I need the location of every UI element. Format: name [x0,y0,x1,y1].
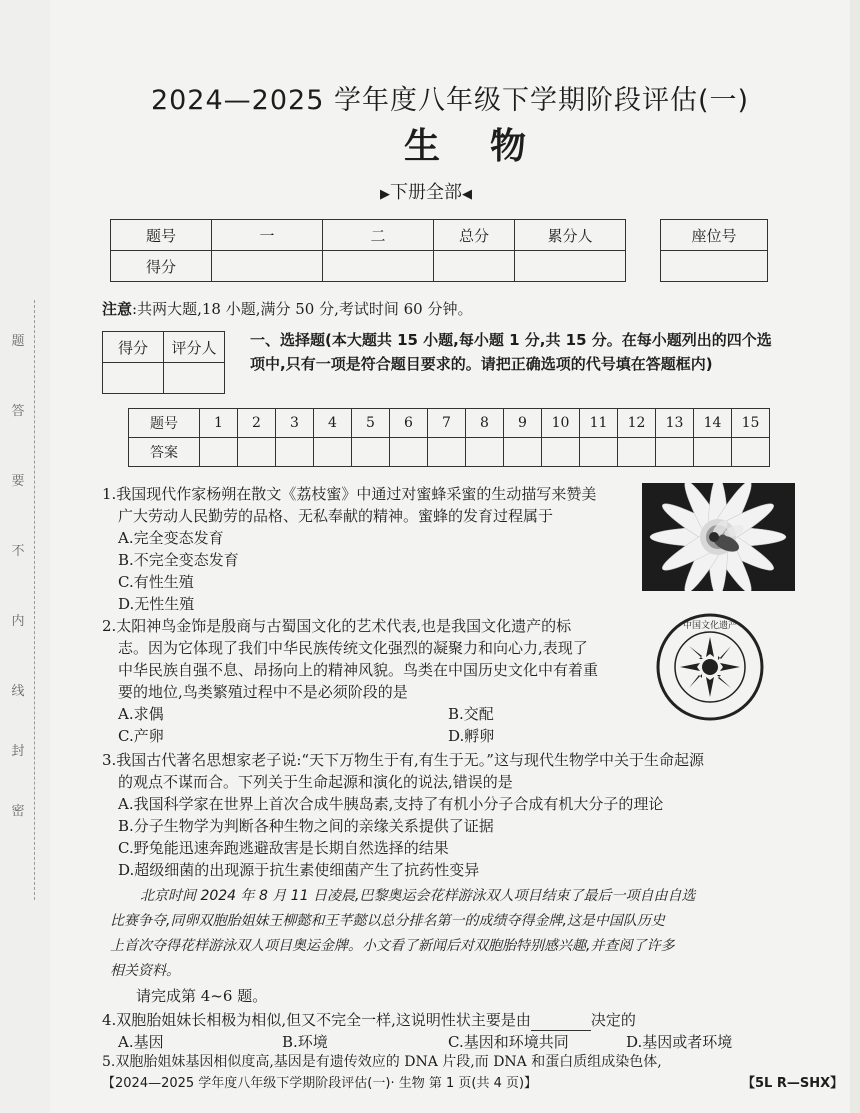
score-cell[interactable] [434,251,515,282]
passage-line4: 相关资料。 [110,963,180,979]
grader-score-label: 得分 [103,332,164,363]
answer-number-cell: 10 [542,409,580,438]
answer-number-cell: 7 [428,409,466,438]
answer-cell[interactable] [390,438,428,467]
answer-cell[interactable] [656,438,694,467]
answer-cell[interactable] [466,438,504,467]
answer-cell[interactable] [504,438,542,467]
q2-stem-line4: 要的地位,鸟类繁殖过程中不是必须阶段的是 [118,683,408,701]
q5-stem-line1: 5.双胞胎姐妹基因相似度高,基因是有遗传效应的 DNA 片段,而 DNA 和蛋白质组成染色体, [102,1054,662,1070]
answer-number-cell: 9 [504,409,542,438]
q1-option-c: C.有性生殖 [118,573,194,591]
answer-cell[interactable] [200,438,238,467]
cultural-heritage-seal [655,612,765,722]
exam-title: 2024—2025 学年度八年级下学期阶段评估(一) [150,85,750,116]
q1-option-a: A.完全变态发育 [118,529,224,547]
q2-stem-line2: 志。因为它体现了我们中华民族传统文化强烈的凝聚力和向心力,表现了 [118,639,588,657]
triangle-right-icon: ▶ [380,187,390,202]
answer-cell[interactable] [276,438,314,467]
answer-number-cell: 4 [314,409,352,438]
q4-stem-b: 决定的 [590,1011,636,1029]
answer-number-cell: 11 [580,409,618,438]
notice-label: 注意 [102,300,133,318]
answer-cell[interactable] [732,438,770,467]
subject-title: 生物 [403,126,576,167]
scope-text: 下册全部 [390,182,462,203]
answer-cell[interactable] [238,438,276,467]
score-header-cell: 一 [212,220,323,251]
q4-option-d: D.基因或者环境 [626,1033,733,1051]
strip-char: 答 [11,404,25,419]
q1-option-d: D.无性生殖 [118,595,195,613]
q1-stem-line1: 1.我国现代作家杨朔在散文《荔枝蜜》中通过对蜜蜂采蜜的生动描写来赞美 [102,485,597,503]
answer-cell[interactable] [428,438,466,467]
passage-line1: 北京时间 2024 年 8 月 11 日凌晨,巴黎奥运会花样游泳双人项目结束了最后一项自由自选 [140,888,696,904]
answer-cell[interactable] [542,438,580,467]
grader-table [102,331,225,394]
answer-number-cell: 1 [200,409,238,438]
q2-option-b: B.交配 [448,705,494,723]
answer-number-label: 题号 [129,409,200,438]
grader-name-label: 评分人 [164,332,225,363]
seat-cell[interactable] [661,251,768,282]
score-cell[interactable] [323,251,434,282]
score-row-label: 得分 [111,251,212,282]
strip-char: 不 [11,544,25,559]
answer-cell[interactable] [694,438,732,467]
answer-number-cell: 3 [276,409,314,438]
q4-option-a: A.基因 [118,1033,164,1051]
exam-page [50,0,850,1113]
score-header-cell: 二 [323,220,434,251]
strip-char: 要 [11,474,25,489]
answer-cell[interactable] [352,438,390,467]
strip-char: 密 [11,804,25,819]
q2-option-a: A.求偶 [118,705,164,723]
seat-table [660,219,768,282]
answer-number-cell: 14 [694,409,732,438]
notice [102,298,472,319]
q4-option-c: C.基因和环境共同 [448,1033,569,1051]
q2-stem-line1: 2.太阳神鸟金饰是殷商与古蜀国文化的艺术代表,也是我国文化遗产的标 [102,617,572,635]
q3-option-c: C.野兔能迅速奔跑逃避敌害是长期自然选择的结果 [118,839,449,857]
score-table [110,219,626,282]
answer-cell[interactable] [580,438,618,467]
strip-char: 题 [11,334,25,349]
answer-cell[interactable] [618,438,656,467]
passage-line2: 比赛争夺,同卵双胞胎姐妹王柳懿和王芊懿以总分排名第一的成绩夺得金牌,这是中国队历史 [110,913,665,929]
q3-stem-line1: 3.我国古代著名思想家老子说:“天下万物生于有,有生于无。”这与现代生物学中关于生命起源 [102,751,704,769]
q4-stem [102,1009,636,1031]
q1-option-b: B.不完全变态发育 [118,551,239,569]
score-cell[interactable] [212,251,323,282]
q4-blank[interactable] [531,1016,591,1031]
triangle-left-icon: ◀ [462,187,472,202]
answer-label: 答案 [129,438,200,467]
seal-text: 中国文化遗产 [682,621,738,631]
bee-on-flower-photo [642,483,795,591]
answer-cell[interactable] [314,438,352,467]
strip-char: 内 [11,614,25,629]
scope-label [380,178,472,204]
q2-option-c: C.产卵 [118,727,164,745]
q4-stem-a: 4.双胞胎姐妹长相极为相似,但又不完全一样,这说明性状主要是由 [102,1011,531,1029]
passage-line3: 上首次夺得花样游泳双人项目奥运金牌。小文看了新闻后对双胞胎特别感兴趣,并查阅了许多 [110,938,675,954]
answer-number-cell: 15 [732,409,770,438]
q2-option-d: D.孵卵 [448,727,495,745]
answer-number-cell: 12 [618,409,656,438]
binding-strip [0,0,51,1113]
q3-option-d: D.超级细菌的出现源于抗生素使细菌产生了抗药性变异 [118,861,480,879]
q4-option-b: B.环境 [282,1033,328,1051]
grader-name-cell[interactable] [164,363,225,394]
passage-instruction: 请完成第 4~6 题。 [136,987,268,1005]
strip-char: 封 [11,744,25,759]
q3-option-b: B.分子生物学为判断各种生物之间的亲缘关系提供了证据 [118,817,494,835]
seal-line [34,300,35,900]
q1-stem-line2: 广大劳动人民勤劳的品格、无私奉献的精神。蜜蜂的发育过程属于 [118,507,554,525]
answer-number-cell: 13 [656,409,694,438]
section-heading: 一、选择题(本大题共 15 小题,每小题 1 分,共 15 分。在每小题列出的四个选项中,只有一项是符合题目要求的。请把正确选项的代号填在答题框内) [250,331,772,373]
grader-score-cell[interactable] [103,363,164,394]
answer-number-cell: 6 [390,409,428,438]
score-header-cell: 题号 [111,220,212,251]
score-header-cell: 总分 [434,220,515,251]
q2-stem-line3: 中华民族自强不息、昂扬向上的精神风貌。鸟类在中国历史文化中有着重 [118,661,599,679]
q3-stem-line2: 的观点不谋而合。下列关于生命起源和演化的说法,错误的是 [118,773,513,791]
score-header-cell: 累分人 [515,220,626,251]
answer-number-cell: 2 [238,409,276,438]
q3-option-a: A.我国科学家在世界上首次合成牛胰岛素,支持了有机小分子合成有机大分子的理论 [118,795,664,813]
answer-table [128,408,770,467]
score-cell[interactable] [515,251,626,282]
answer-number-cell: 5 [352,409,390,438]
exam-code: 【5L R—SHX】 [742,1076,844,1091]
notice-text: :共两大题,18 小题,满分 50 分,考试时间 60 分钟。 [132,300,473,318]
answer-number-cell: 8 [466,409,504,438]
seat-label: 座位号 [661,220,768,251]
page-footer: 【2024—2025 学年度八年级下学期阶段评估(一)· 生物 第 1 页(共 4 页)】 [102,1076,538,1091]
strip-char: 线 [11,684,25,699]
